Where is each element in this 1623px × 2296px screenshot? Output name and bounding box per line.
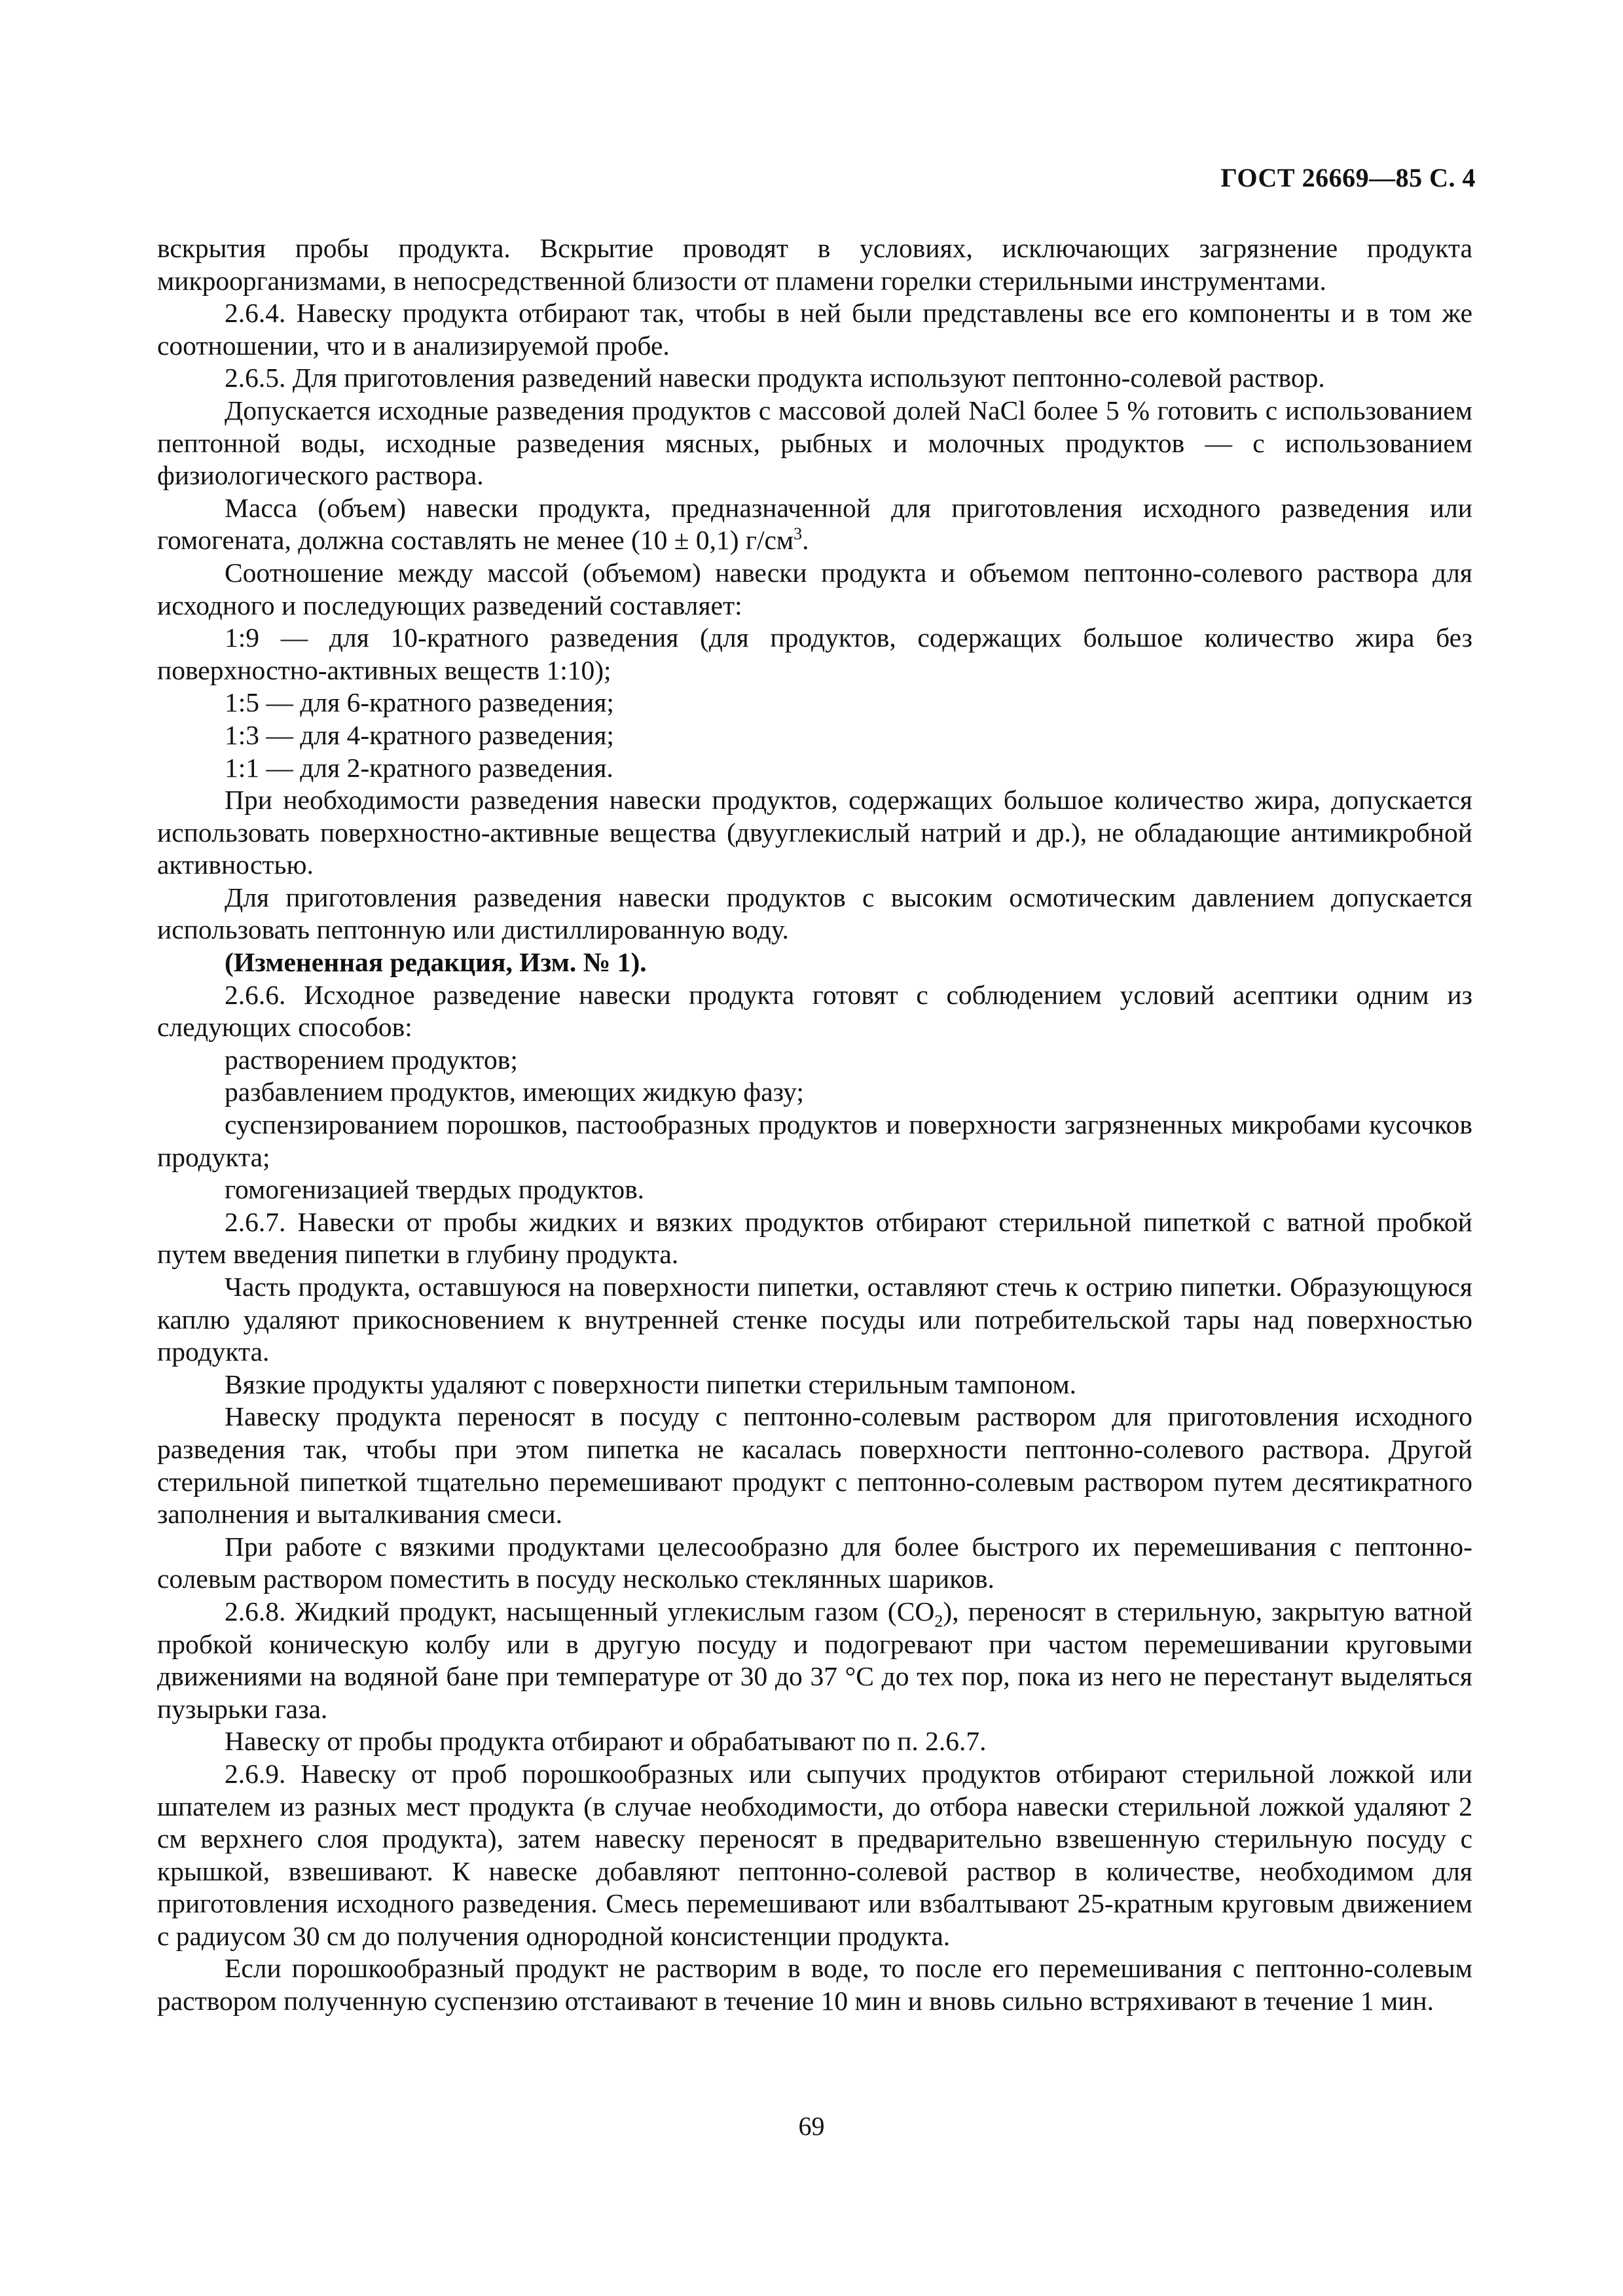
paragraph: Навеску продукта переносят в посуду с пептонно-солевым раствором для приготовления исходного разведения так, чтобы при этом пипетка не касалась поверхности пептонно-солевого раствора. Другой стерильной пипеткой тщательно перемешивают продукт с пептонно-солевым раствором путем десятикратного заполнения и выталкивания смеси. bbox=[157, 1401, 1472, 1530]
amendment-note: (Измененная редакция, Изм. № 1). bbox=[225, 947, 647, 978]
paragraph: 1:1 — для 2-кратного разведения. bbox=[225, 752, 613, 783]
list-item: суспензированием порошков, пастообразных продуктов и поверхности загрязненных микробами кусочков продукта; bbox=[157, 1109, 1472, 1172]
page-header: ГОСТ 26669—85 С. 4 bbox=[1220, 163, 1476, 192]
paragraph: При необходимости разведения навески продуктов, содержащих большое количество жира, допускается использовать поверхностно-активные вещества (двууглекислый натрий и др.), не обладающие антимикробной активностью. bbox=[157, 785, 1472, 880]
paragraph: 1:5 — для 6-кратного разведения; bbox=[225, 687, 614, 718]
paragraph: 1:9 — для 10-кратного разведения (для продуктов, содержащих большое количество жира без поверхностно-активных веществ 1:10); bbox=[157, 622, 1472, 685]
paragraph: 1:3 — для 4-кратного разведения; bbox=[225, 719, 614, 750]
paragraph-end: . bbox=[802, 525, 809, 556]
paragraph: Часть продукта, оставшуюся на поверхности пипетки, оставляют стечь к острию пипетки. Образующуюся каплю удаляют прикосновением к внутренней стенке посуды или потребительской тары над поверхностью продукта. bbox=[157, 1272, 1472, 1367]
paragraph: 2.6.9. Навеску от проб порошкообразных или сыпучих продуктов отбирают стерильной ложкой или шпателем из разных мест продукта (в случае необходимости, до отбора навески стерильной ложкой удаляют 2 см верхнего слоя продукта), затем навеску переносят в предварительно взвешенную стерильную посуду с крышкой, взвешивают. К навеске добавляют пептонно-солевой раствор в количестве, необходимом для приготовления исходного разведения. Смесь перемешивают или взбалтывают 25-кратным круговым движением с радиусом 30 см до получения однородной консистенции продукта. bbox=[157, 1758, 1472, 1951]
paragraph: вскрытия пробы продукта. Вскрытие проводят в условиях, исключающих загрязнение продукта микроорганизмами, в непосредственной близости от пламени горелки стерильными инструментами. bbox=[157, 233, 1472, 296]
paragraph: Навеску от пробы продукта отбирают и обрабатывают по п. 2.6.7. bbox=[225, 1726, 987, 1757]
paragraph: Для приготовления разведения навески продуктов с высоким осмотическим давлением допускается использовать пептонную или дистиллированную воду. bbox=[157, 882, 1472, 945]
subscript: 2 bbox=[934, 1611, 943, 1631]
paragraph bbox=[157, 1596, 1472, 1725]
superscript: 3 bbox=[793, 524, 803, 544]
paragraph: Соотношение между массой (объемом) навески продукта и объемом пептонно-солевого раствора для исходного и последующих разведений составляет: bbox=[157, 557, 1472, 620]
paragraph bbox=[157, 492, 1472, 557]
paragraph-text: Масса (объем) навески продукта, предназначенной для приготовления исходного разведения или гомогената, должна составлять не менее (10 ± 0,1) г/см bbox=[157, 492, 1472, 556]
paragraph-text-cont: ), переносят в стерильную, закрытую ватной пробкой коническую колбу или в другую посуду и подогревают при частом перемешивании круговыми движениями на водяной бане при температуре от 30 до 37 °С до тех пор, пока из него не перестанут выделяться пузырьки газа. bbox=[157, 1596, 1473, 1724]
paragraph-text: 2.6.8. Жидкий продукт, насыщенный углекислым газом (CO bbox=[225, 1596, 935, 1626]
paragraph: Вязкие продукты удаляют с поверхности пипетки стерильным тампоном. bbox=[225, 1369, 1076, 1399]
list-item: гомогенизацией твердых продуктов. bbox=[225, 1174, 645, 1205]
paragraph: 2.6.5. Для приготовления разведений навески продукта используют пептонно-солевой раствор. bbox=[225, 363, 1325, 393]
paragraph: 2.6.4. Навеску продукта отбирают так, чтобы в ней были представлены все его компоненты и в том же соотношении, что и в анализируемой пробе. bbox=[157, 298, 1472, 361]
paragraph: 2.6.7. Навески от пробы жидких и вязких продуктов отбирают стерильной пипеткой с ватной пробкой путем введения пипетки в глубину продукта. bbox=[157, 1206, 1472, 1270]
paragraph: При работе с вязкими продуктами целесообразно для более быстрого их перемешивания с пептонно-солевым раствором поместить в посуду несколько стеклянных шариков. bbox=[157, 1531, 1472, 1594]
page-number: 69 bbox=[798, 2111, 825, 2141]
document-body bbox=[157, 232, 1472, 2018]
list-item: растворением продуктов; bbox=[225, 1044, 518, 1075]
list-item: разбавлением продуктов, имеющих жидкую фазу; bbox=[225, 1077, 804, 1107]
paragraph: 2.6.6. Исходное разведение навески продукта готовят с соблюдением условий асептики одним из следующих способов: bbox=[157, 979, 1472, 1043]
paragraph: Допускается исходные разведения продуктов с массовой долей NaCl более 5 % готовить с использованием пептонной воды, исходные разведения мясных, рыбных и молочных продуктов — с использованием физиологического раствора. bbox=[157, 395, 1472, 491]
paragraph: Если порошкообразный продукт не растворим в воде, то после его перемешивания с пептонно-солевым раствором полученную суспензию отстаивают в течение 10 мин и вновь сильно встряхивают в течение 1 мин. bbox=[157, 1953, 1472, 2017]
